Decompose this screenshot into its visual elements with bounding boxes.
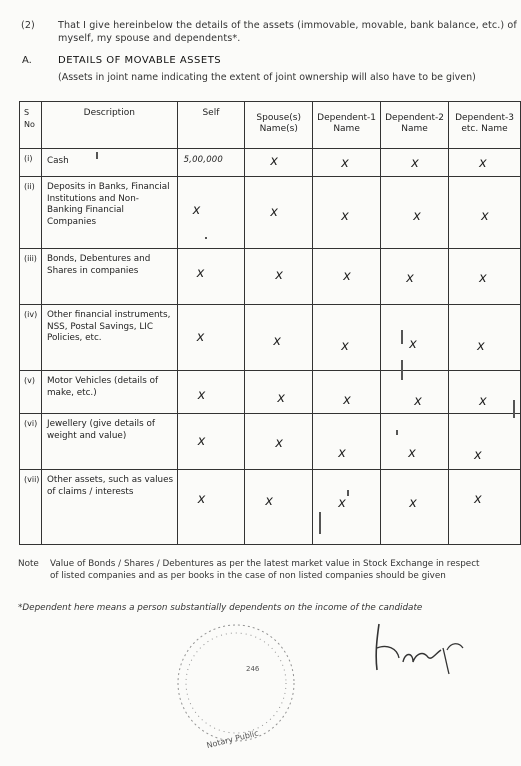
cell-dependent-1 (313, 305, 381, 371)
cell-self (177, 149, 245, 177)
cell-dependent-3 (449, 177, 521, 249)
cross-mark: x (479, 271, 487, 286)
cross-mark: x (196, 266, 205, 281)
cross-mark: x (343, 393, 351, 408)
table-row (20, 414, 521, 470)
row-description: Bonds, Debentures and Shares in companies (41, 249, 177, 305)
cell-dependent-3 (449, 470, 521, 545)
table-row (20, 305, 521, 371)
cross-mark: x (477, 339, 485, 354)
cell-spouse (245, 149, 313, 177)
dependent-footnote: *Dependent here means a person substantially dependents on the income of the candidate (18, 603, 423, 613)
cell-self (177, 249, 245, 305)
scan-speck (319, 512, 321, 534)
cell-dependent-1 (313, 371, 381, 414)
cell-spouse (245, 305, 313, 371)
cross-mark: x (414, 394, 422, 409)
row-sno: (v) (20, 371, 42, 414)
col-header-sno: S No (20, 102, 42, 149)
cross-mark: x (413, 209, 421, 224)
col-header-dependent-2: Dependent-2 Name (381, 102, 449, 149)
row-description: Cash (41, 149, 177, 177)
cell-dependent-3 (449, 249, 521, 305)
cell-dependent-2 (381, 249, 449, 305)
cell-spouse (245, 249, 313, 305)
cell-dependent-1 (313, 470, 381, 545)
section-subtitle: (Assets in joint name indicating the extent of joint ownership will also have to be given) (58, 72, 476, 83)
cell-self (177, 414, 245, 470)
movable-assets-table (19, 101, 521, 545)
cross-mark: x (474, 448, 482, 463)
note-line-2: of listed companies and as per books in the case of non listed companies should be given (50, 570, 446, 581)
row-description: Deposits in Banks, Financial Institutions and Non-Banking Financial Companies (41, 177, 177, 249)
table-row (20, 177, 521, 249)
cross-mark: x (474, 492, 482, 507)
col-header-self: Self (177, 102, 245, 149)
clause-line-1: That I give hereinbelow the details of the assets (immovable, movable, bank balance, etc.) of (58, 20, 517, 31)
table-row (20, 249, 521, 305)
scan-speck (401, 330, 403, 344)
row-sno: (ii) (20, 177, 42, 249)
cell-dependent-2 (381, 177, 449, 249)
table-row (20, 371, 521, 414)
cross-mark: x (409, 337, 417, 352)
cross-mark: x (479, 156, 487, 171)
row-sno: (iii) (20, 249, 42, 305)
scan-speck (347, 490, 349, 496)
cross-mark: x (341, 156, 349, 171)
scan-speck (96, 152, 98, 159)
table-header-row (20, 102, 521, 149)
cell-dependent-1 (313, 249, 381, 305)
cross-mark: x (196, 330, 205, 345)
cell-self (177, 371, 245, 414)
row-sno: (iv) (20, 305, 42, 371)
cross-mark: x (192, 203, 201, 218)
cell-dependent-3 (449, 149, 521, 177)
section-title: DETAILS OF MOVABLE ASSETS (58, 55, 222, 66)
cross-mark: x (411, 156, 419, 171)
cell-self (177, 177, 245, 249)
cell-dependent-2 (381, 305, 449, 371)
svg-text:246: 246 (246, 665, 260, 673)
cell-dependent-2 (381, 149, 449, 177)
cell-spouse (245, 371, 313, 414)
cross-mark: x (409, 496, 417, 511)
cross-mark: x (408, 446, 416, 461)
cell-spouse (245, 177, 313, 249)
row-description: Jewellery (give details of weight and value) (41, 414, 177, 470)
cross-mark: x (270, 205, 278, 220)
col-header-spouse: Spouse(s) Name(s) (245, 102, 313, 149)
row-description: Motor Vehicles (details of make, etc.) (41, 371, 177, 414)
cell-dependent-1 (313, 414, 381, 470)
section-letter: A. (22, 55, 32, 66)
row-description: Other assets, such as values of claims / interests (41, 470, 177, 545)
cross-mark: x (273, 334, 281, 349)
cross-mark: x (265, 494, 273, 509)
cross-mark: x (338, 496, 346, 511)
clause-line-2: myself, my spouse and dependents*. (58, 33, 241, 44)
cross-mark: x (277, 391, 285, 406)
note-line-1: Value of Bonds / Shares / Debentures as per the latest market value in Stock Exchange in respect (50, 559, 480, 569)
note-label: Note (18, 559, 39, 569)
cross-mark: x (341, 209, 349, 224)
clause-number: (2) (21, 20, 35, 31)
row-sno: (i) (20, 149, 42, 177)
cell-self (177, 305, 245, 371)
cell-dependent-3 (449, 305, 521, 371)
table-row (20, 149, 521, 177)
cross-mark: x (197, 434, 206, 449)
cross-mark: x (406, 271, 414, 286)
cell-dependent-2 (381, 470, 449, 545)
scan-speck (513, 400, 515, 418)
cross-mark: x (197, 492, 206, 507)
seal-text: Notary Public (205, 728, 260, 751)
cross-mark: x (275, 268, 283, 283)
table-row (20, 470, 521, 545)
scan-speck (401, 360, 403, 380)
cross-mark: x (479, 394, 487, 409)
notary-seal (160, 615, 310, 755)
cross-mark: x (338, 446, 346, 461)
cell-dependent-1 (313, 177, 381, 249)
self-value: 5,00,000 (183, 155, 224, 165)
scan-speck (396, 430, 398, 435)
col-header-dependent-3: Dependent-3 etc. Name (449, 102, 521, 149)
col-header-description: Description (41, 102, 177, 149)
signature (365, 618, 475, 682)
cross-mark: x (341, 339, 349, 354)
cell-dependent-2 (381, 414, 449, 470)
row-description: Other financial instruments, NSS, Postal Savings, LIC Policies, etc. (41, 305, 177, 371)
cross-mark: x (481, 209, 489, 224)
cell-dependent-3 (449, 371, 521, 414)
cross-mark: x (343, 269, 351, 284)
cell-spouse (245, 414, 313, 470)
cell-dependent-2 (381, 371, 449, 414)
cell-dependent-3 (449, 414, 521, 470)
cell-spouse (245, 470, 313, 545)
cross-mark: x (275, 436, 283, 451)
cell-dependent-1 (313, 149, 381, 177)
cross-mark: x (270, 154, 278, 169)
cross-mark: x (197, 388, 206, 403)
col-header-dependent-1: Dependent-1 Name (313, 102, 381, 149)
cell-self (177, 470, 245, 545)
row-sno: (vi) (20, 414, 42, 470)
row-sno: (vii) (20, 470, 42, 545)
note-text (50, 559, 515, 582)
scan-speck (205, 237, 207, 239)
